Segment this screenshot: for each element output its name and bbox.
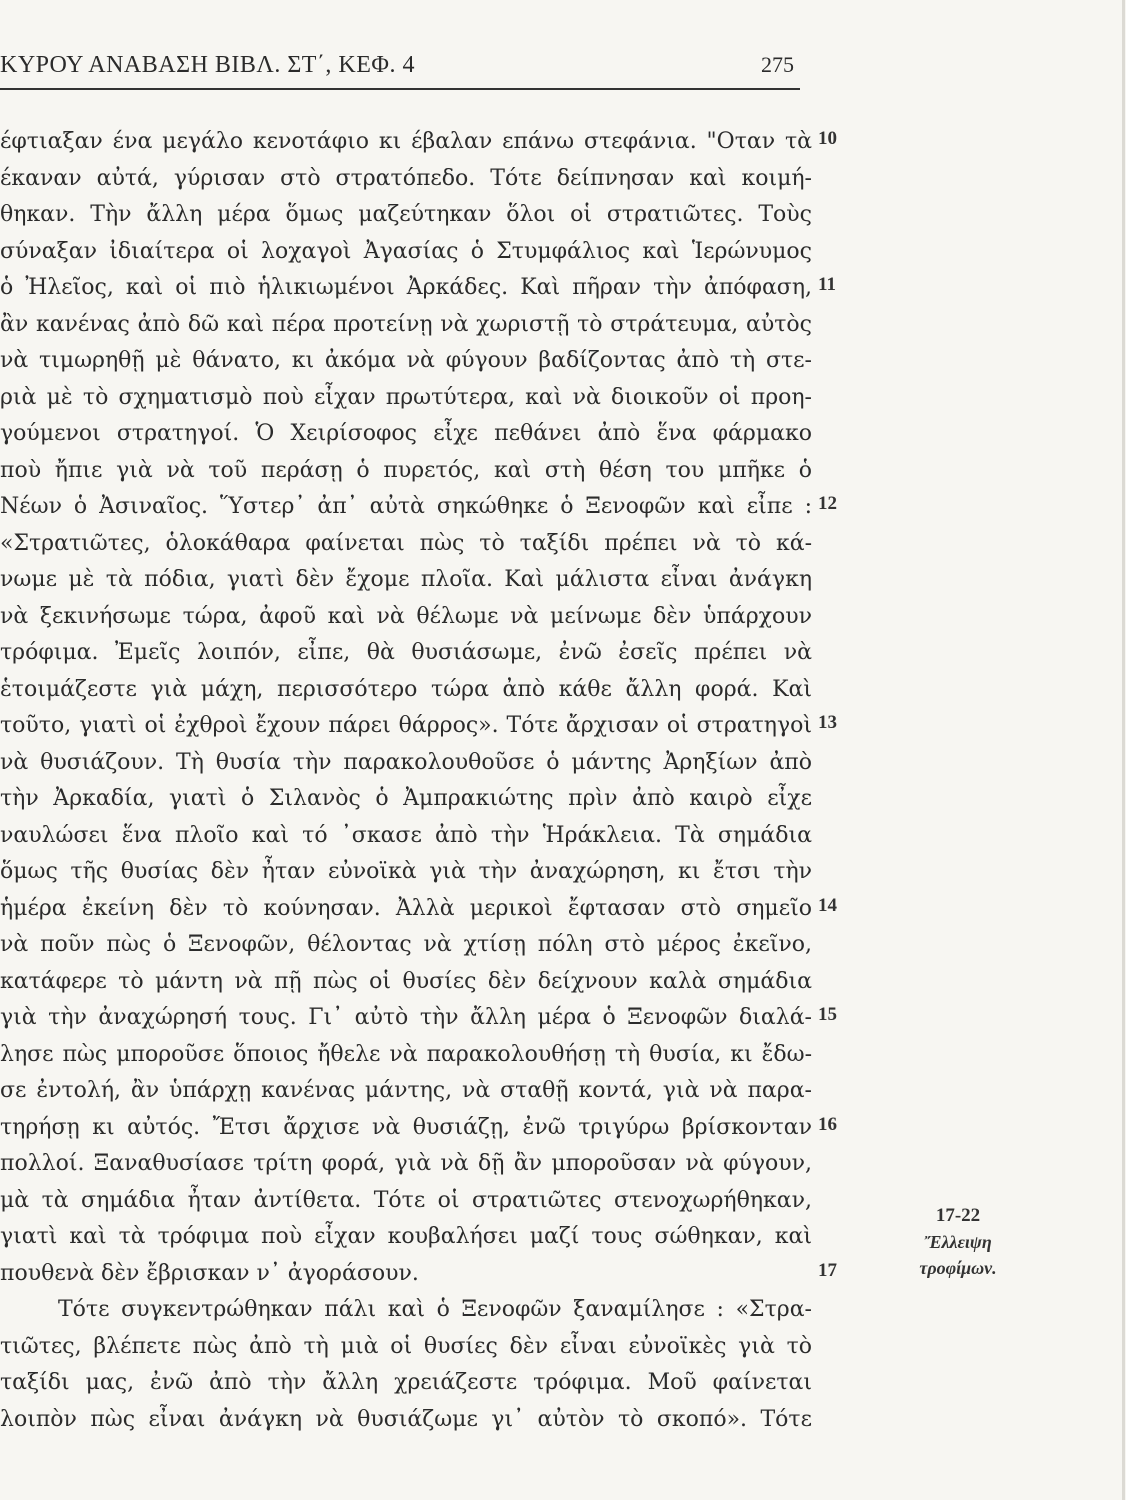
text-line: γιὰ τὴν ἀναχώρησή τους. Γι᾽ αὐτὸ τὴν ἄλλη μέρα ὁ Ξενοφῶν διαλά- xyxy=(0,1005,812,1030)
text-line: έκαναν αὐτά, γύρισαν στὸ στρατόπεδο. Τότε δείπνησαν καὶ κοιμή- xyxy=(0,165,812,191)
header-rule xyxy=(0,88,800,90)
section-number: 15 xyxy=(818,1004,837,1025)
margin-note-range: 17-22 xyxy=(935,1205,981,1226)
header-title: ΚΥΡΟΥ ΑΝΑΒΑΣΗ ΒΙΒΛ. ΣΤ΄, ΚΕΦ. 4 xyxy=(0,52,415,78)
text-line: τηρήσῃ κι αὐτός. Ἔτσι ἄρχισε νὰ θυσιάζῃ, ἐνῶ τριγύρω βρίσκονταν xyxy=(0,1114,812,1140)
running-header xyxy=(0,52,800,82)
page-number: 275 xyxy=(761,52,794,77)
text-line: πολλοί. Ξαναθυσίασε τρίτη φορά, γιὰ νὰ δῇ ἂν μποροῦσαν νὰ φύγουν, xyxy=(0,1151,812,1176)
section-number: 14 xyxy=(818,895,837,916)
section-number: 12 xyxy=(818,493,837,514)
text-line: νὰ θυσιάζουν. Τὴ θυσία τὴν παρακολουθοῦσε ὁ μάντης Ἀρηξίων ἀπὸ xyxy=(0,749,812,775)
body-text xyxy=(0,124,812,1438)
text-line: τιῶτες, βλέπετε πὼς ἀπὸ τὴ μιὰ οἱ θυσίες δὲν εἶναι εὐνοϊκὲς γιὰ τὸ xyxy=(0,1333,812,1359)
text-line: γούμενοι στρατηγοί. Ὁ Χειρίσοφος εἶχε πεθάνει ἀπὸ ἕνα φάρμακο xyxy=(0,421,812,446)
text-line: ναυλώσει ἕνα πλοῖο καὶ τό ᾽σκασε ἀπὸ τὴν Ἡράκλεια. Τὰ σημάδια xyxy=(0,822,812,848)
text-line: μὰ τὰ σημάδια ἦταν ἀντίθετα. Τότε οἱ στρατιῶτες στενοχωρήθηκαν, xyxy=(0,1187,812,1213)
text-line: λησε πὼς μποροῦσε ὅποιος ἤθελε νὰ παρακολουθήσῃ τὴ θυσία, κι ἔδω- xyxy=(0,1041,812,1067)
text-line: Τότε συγκεντρώθηκαν πάλι καὶ ὁ Ξενοφῶν ξαναμίλησε : «Στρα- xyxy=(58,1297,812,1322)
text-line: νὰ ποῦν πὼς ὁ Ξενοφῶν, θέλοντας νὰ χτίσῃ πόλη στὸ μέρος ἐκεῖνο, xyxy=(0,932,812,957)
text-line: έφτιαξαν ένα μεγάλο κενοτάφιο κι έβαλαν επάνω στεφάνια. "Οταν τὰ xyxy=(0,129,812,154)
text-line: «Στρατιῶτες, ὁλοκάθαρα φαίνεται πὼς τὸ ταξίδι πρέπει νὰ τὸ κά- xyxy=(0,530,812,556)
text-line: τὴν Ἀρκαδία, γιατὶ ὁ Σιλανὸς ὁ Ἀμπρακιώτης πρὶν ἀπὸ καιρὸ εἶχε xyxy=(0,786,812,811)
text-line: τρόφιμα. Ἐμεῖς λοιπόν, εἶπε, θὰ θυσιάσωμε, ἐνῶ ἐσεῖς πρέπει νὰ xyxy=(0,640,812,665)
text-line: τοῦτο, γιατὶ οἱ ἐχθροὶ ἔχουν πάρει θάρρος». Τότε ἄρχισαν οἱ στρατηγοὶ xyxy=(0,713,812,738)
section-number: 13 xyxy=(818,712,837,733)
text-line: σύναξαν ἰδιαίτερα οἱ λοχαγοὶ Ἀγασίας ὁ Στυμφάλιος καὶ Ἱερώνυμος xyxy=(0,238,812,264)
text-line: λοιπὸν πὼς εἶναι ἀνάγκη νὰ θυσιάζωμε γι᾽ αὐτὸν τὸ σκοπό». Τότε xyxy=(0,1406,812,1432)
section-number: 17 xyxy=(818,1260,837,1281)
text-line: γιατὶ καὶ τὰ τρόφιμα ποὺ εἶχαν κουβαλήσει μαζί τους σώθηκαν, καὶ xyxy=(0,1224,812,1249)
section-number: 16 xyxy=(818,1114,837,1135)
section-number: 10 xyxy=(818,128,837,149)
text-line: ταξίδι μας, ἐνῶ ἀπὸ τὴν ἄλλη χρειάζεστε τρόφιμα. Μοῦ φαίνεται xyxy=(0,1370,812,1395)
text-line: θηκαν. Τὴν ἄλλη μέρα ὅμως μαζεύτηκαν ὅλοι οἱ στρατιῶτες. Τοὺς xyxy=(0,202,812,227)
margin-note xyxy=(898,1203,1018,1281)
text-line: πουθενὰ δὲν ἔβρισκαν ν᾽ ἀγοράσουν. xyxy=(0,1260,419,1286)
text-line: ὁ Ἠλεῖος, καὶ οἱ πιὸ ἡλικιωμένοι Ἀρκάδες. Καὶ πῆραν τὴν ἀπόφαση, xyxy=(0,275,812,300)
page-edge xyxy=(1122,0,1125,1500)
text-line: ριὰ μὲ τὸ σχηματισμὸ ποὺ εἶχαν πρωτύτερα, καὶ νὰ διοικοῦν οἱ προη- xyxy=(0,384,812,410)
text-line: νὰ ξεκινήσωμε τώρα, ἀφοῦ καὶ νὰ θέλωμε νὰ μείνωμε δὲν ὑπάρχουν xyxy=(0,603,812,629)
text-line: νωμε μὲ τὰ πόδια, γιατὶ δὲν ἔχομε πλοῖα. Καὶ μάλιστα εἶναι ἀνάγκη xyxy=(0,567,812,592)
margin-note-line: Ἔλλειψη xyxy=(924,1232,992,1252)
text-line: ἡμέρα ἐκείνη δὲν τὸ κούνησαν. Ἀλλὰ μερικοὶ ἔφτασαν στὸ σημεῖο xyxy=(0,895,812,921)
text-line: νὰ τιμωρηθῇ μὲ θάνατο, κι ἀκόμα νὰ φύγουν βαδίζοντας ἀπὸ τὴ στε- xyxy=(0,348,812,373)
text-line: ἑτοιμάζεστε γιὰ μάχη, περισσότερο τώρα ἀπὸ κάθε ἄλλη φορά. Καὶ xyxy=(0,676,812,702)
text-line: σε ἐντολή, ἂν ὑπάρχῃ κανένας μάντης, νὰ σταθῇ κοντά, γιὰ νὰ παρα- xyxy=(0,1078,812,1103)
margin-note-line: τροφίμων. xyxy=(919,1258,997,1278)
text-line: ὅμως τῆς θυσίας δὲν ἦταν εὐνοϊκὰ γιὰ τὴν ἀναχώρηση, κι ἔτσι τὴν xyxy=(0,859,812,884)
text-line: Νέων ὁ Ἀσιναῖος. Ὕστερ᾽ ἀπ᾽ αὐτὰ σηκώθηκε ὁ Ξενοφῶν καὶ εἶπε : xyxy=(0,494,812,519)
text-line: ἂν κανένας ἀπὸ δῶ καὶ πέρα προτείνῃ νὰ χωριστῇ τὸ στράτευμα, αὐτὸς xyxy=(0,311,812,337)
text-line: ποὺ ἤπιε γιὰ νὰ τοῦ περάσῃ ὁ πυρετός, καὶ στὴ θέση του μπῆκε ὁ xyxy=(0,457,812,483)
text-line: κατάφερε τὸ μάντη νὰ πῇ πὼς οἱ θυσίες δὲν δείχνουν καλὰ σημάδια xyxy=(0,968,812,994)
section-number: 11 xyxy=(818,274,836,295)
